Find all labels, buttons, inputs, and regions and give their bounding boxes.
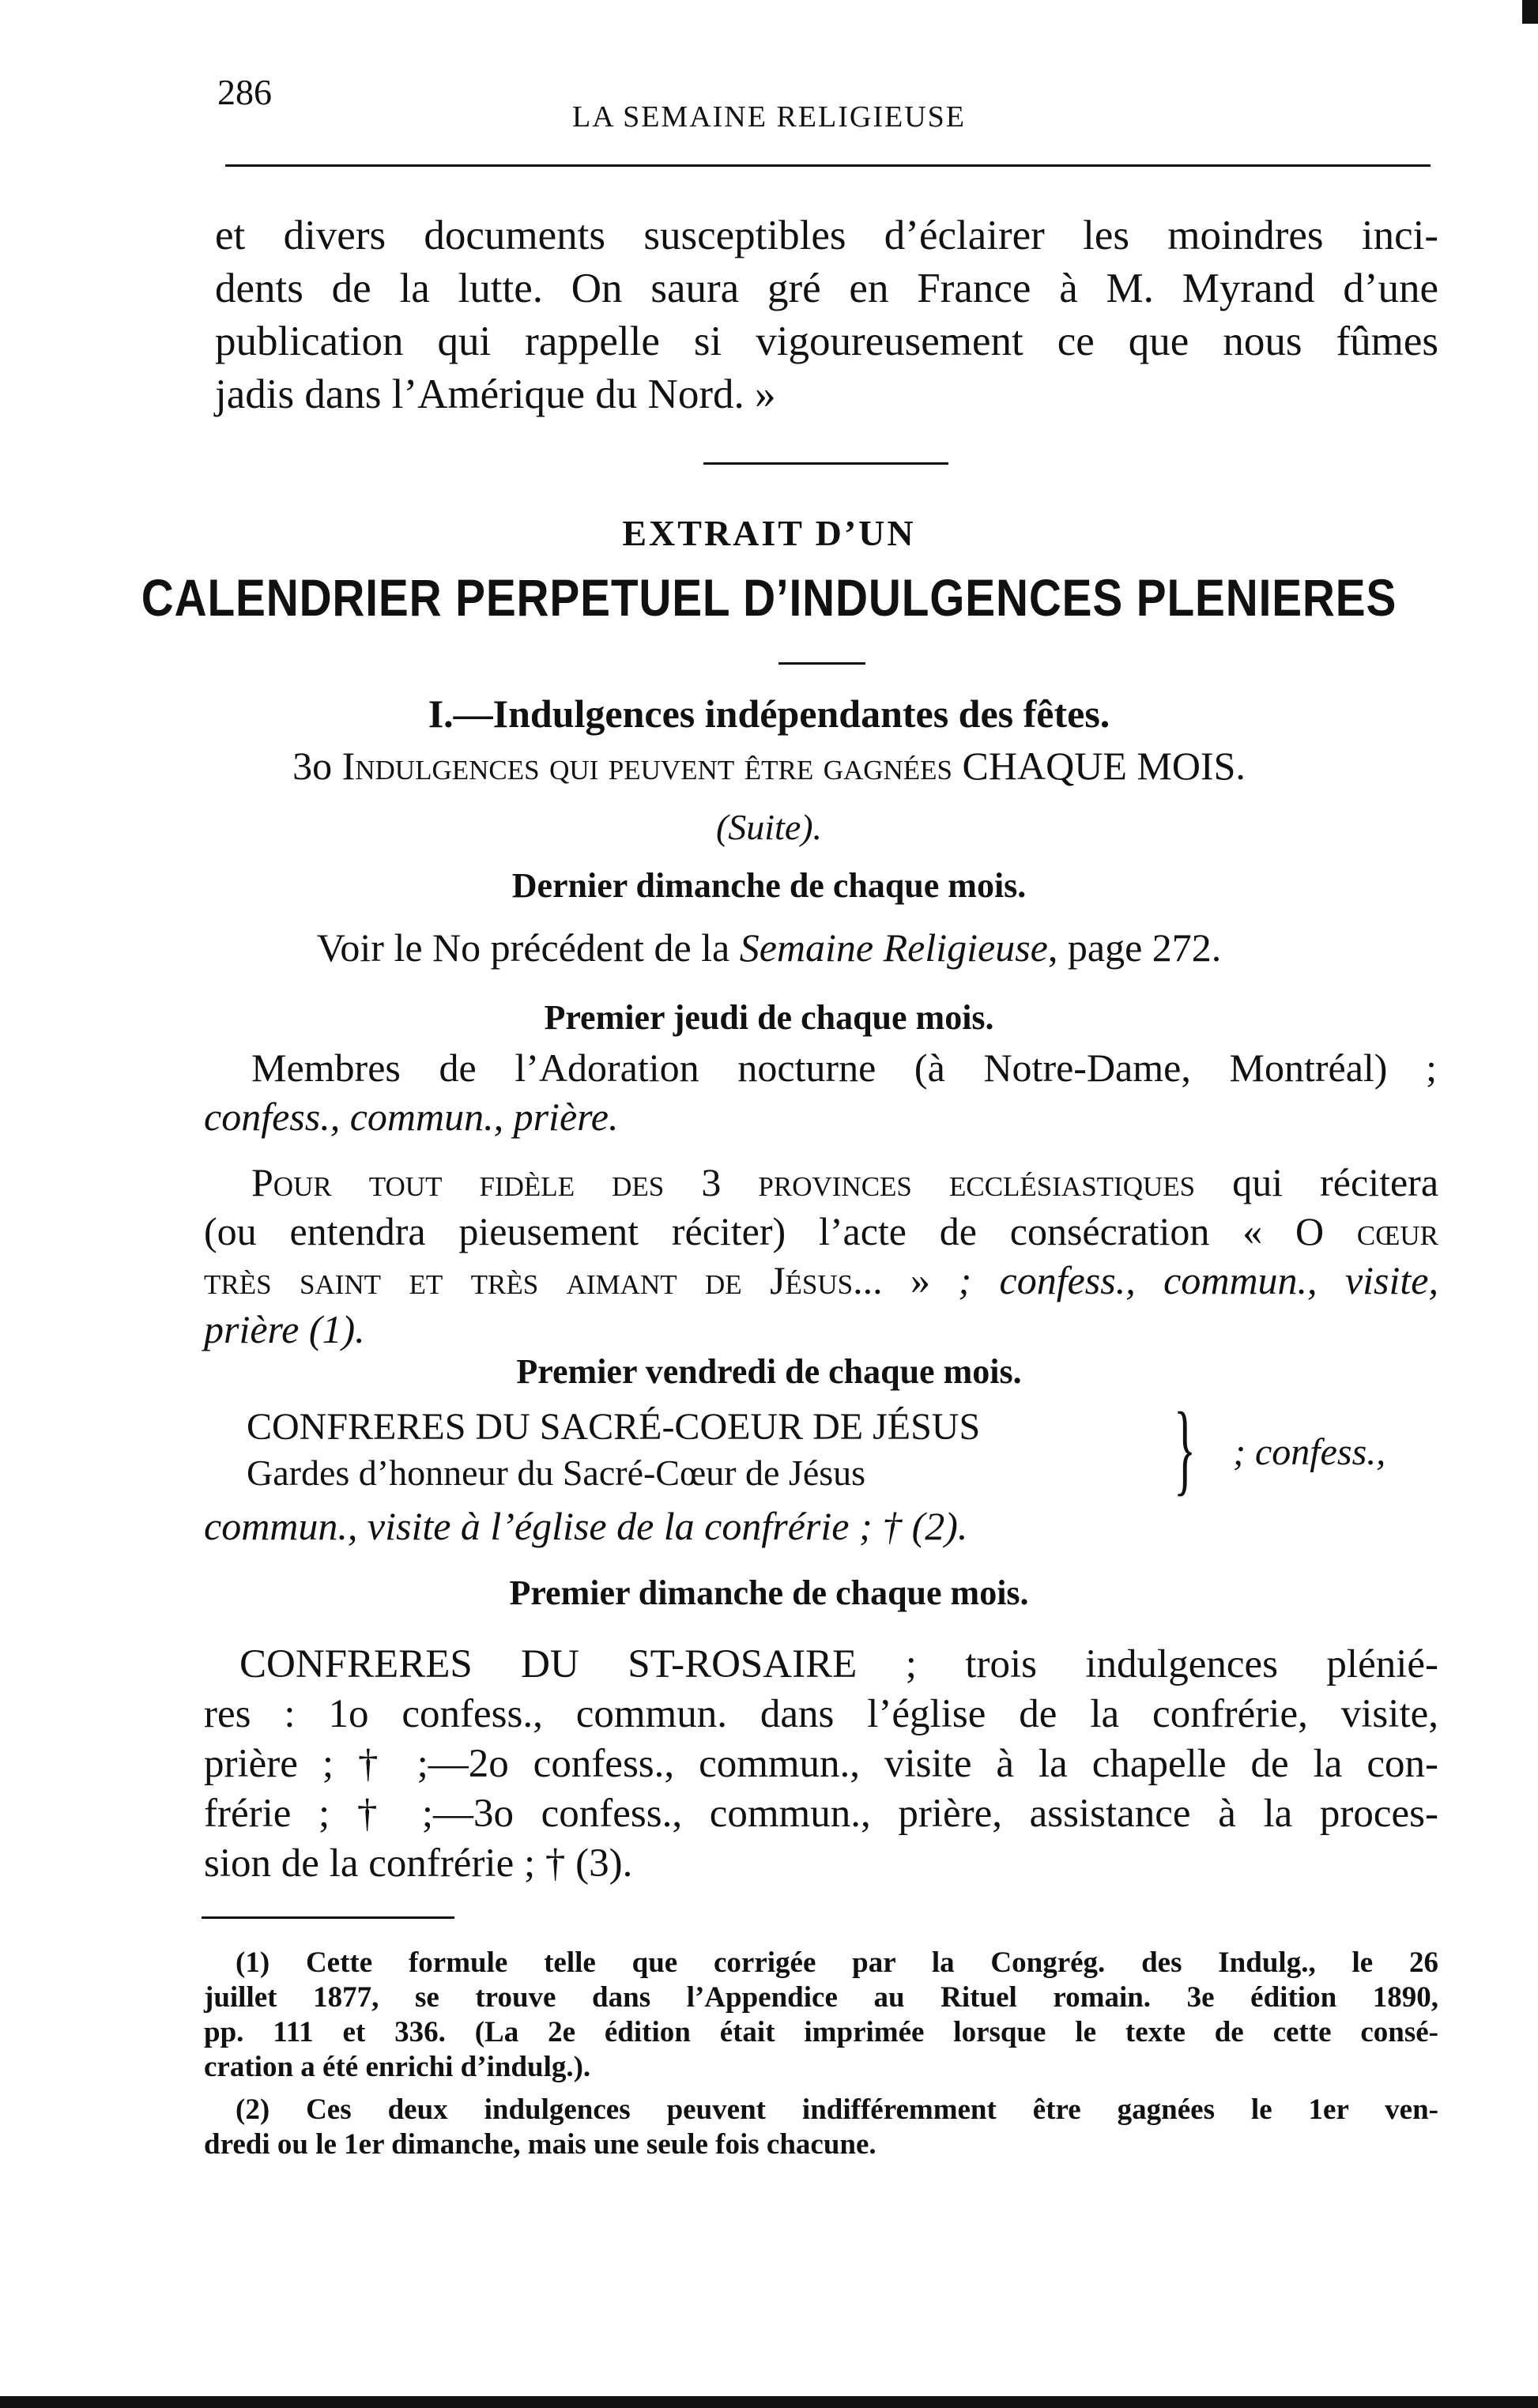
text-line: Membres de l’Adoration nocturne (à Notre-Dame, Montréal) ; xyxy=(251,1046,1437,1090)
section-divider xyxy=(703,462,948,465)
brace-suffix: ; confess., xyxy=(1233,1431,1386,1473)
article-title: CALENDRIER PERPETUEL D’INDULGENCES PLENIERES xyxy=(141,568,1397,627)
cross-reference xyxy=(0,925,1538,970)
publication-title: Semaine Religieuse xyxy=(739,925,1048,970)
footnote-rule xyxy=(202,1916,454,1919)
text-line: sion de la confrérie ; † (3). xyxy=(204,1841,633,1886)
scan-edge-right xyxy=(1522,0,1538,24)
text-line: commun., visite à l’église de la confrérie ; † (2). xyxy=(204,1504,968,1548)
cross-reference-text: Voir le No précédent de la xyxy=(316,925,730,970)
day-heading: Premier dimanche de chaque mois. xyxy=(509,1573,1029,1612)
title-divider xyxy=(778,662,865,665)
footnote-line: (2) Ces deux indulgences peuvent indifféremment être gagnées le 1er ven- xyxy=(236,2093,1438,2126)
page-number: 286 xyxy=(217,72,272,112)
article-kicker: EXTRAIT D’UN xyxy=(622,513,916,553)
footnote-line: pp. 111 et 336. (La 2e édition était imprimée lorsque le texte de cette consé- xyxy=(204,2016,1438,2048)
section-heading: I.—Indulgences indépendantes des fêtes. xyxy=(428,691,1110,736)
subsection-number: 3o xyxy=(292,744,333,788)
cross-reference-page: , page 272. xyxy=(1047,925,1222,970)
text-line: très saint et très aimant de Jésus... » ; confess., commun., visite, xyxy=(204,1258,1438,1302)
confraternity-name: Gardes d’honneur du Sacré-Cœur de Jésus xyxy=(247,1453,866,1493)
text-line: Pour tout fidèle des 3 provinces ecclésiastiques qui récitera xyxy=(251,1160,1439,1204)
text-line: et divers documents susceptibles d’éclairer les moindres inci- xyxy=(215,213,1438,258)
scan-edge-bottom xyxy=(0,2396,1538,2408)
entry-first-thursday xyxy=(204,1043,1437,1141)
confraternity-name: CONFRERES DU SACRÉ-COEUR DE JÉSUS xyxy=(247,1406,981,1448)
text-line: confess., commun., prière. xyxy=(204,1095,619,1139)
continued-note: (Suite). xyxy=(715,807,823,847)
brace: } xyxy=(1174,1392,1197,1505)
text-line: frérie ; † ;—3o confess., commun., prière, assistance à la proces- xyxy=(204,1792,1438,1836)
running-title: LA SEMAINE RELIGIEUSE xyxy=(572,100,966,134)
day-heading: Premier vendredi de chaque mois. xyxy=(516,1352,1022,1391)
header-rule xyxy=(225,164,1431,167)
text-line: jadis dans l’Amérique du Nord. » xyxy=(215,371,776,417)
text-line: (ou entendra pieusement réciter) l’acte de consécration « O cœur xyxy=(204,1209,1439,1253)
subsection-title: Indulgences qui peuvent être gagnées xyxy=(341,744,953,788)
footnote-line: juillet 1877, se trouve dans l’Appendice au Rituel romain. 3e édition 1890, xyxy=(204,1981,1438,2014)
text-line: res : 1o confess., commun. dans l’église de la confrérie, visite, xyxy=(204,1692,1438,1736)
entry-first-sunday xyxy=(204,1640,1438,1889)
day-heading: Dernier dimanche de chaque mois. xyxy=(511,866,1027,905)
footnote xyxy=(204,1946,1438,2085)
subsection-heading xyxy=(0,743,1538,789)
text-line: publication qui rappelle si vigoureusement ce que nous fûmes xyxy=(215,318,1438,364)
footnote-line: (1) Cette formule telle que corrigée par la Congrég. des Indulg., le 26 xyxy=(236,1946,1438,1979)
footnote-line: cration a été enrichi d’indulg.). xyxy=(204,2051,591,2083)
text-line: prière ; † ;—2o confess., commun., visite à la chapelle de la con- xyxy=(204,1742,1438,1786)
text-line: CONFRERES DU ST-ROSAIRE ; trois indulgences plénié- xyxy=(239,1642,1438,1686)
day-heading: Premier jeudi de chaque mois. xyxy=(544,998,994,1037)
footnote xyxy=(204,2093,1438,2162)
footnote-line: dredi ou le 1er dimanche, mais une seule fois chacune. xyxy=(204,2128,876,2161)
text-line: dents de la lutte. On saura gré en France à M. Myrand d’une xyxy=(215,266,1438,311)
entry-faithful xyxy=(204,1158,1438,1354)
subsection-title-end: CHAQUE MOIS. xyxy=(962,744,1246,788)
intro-paragraph xyxy=(215,209,1438,421)
text-line: prière (1). xyxy=(204,1307,365,1351)
